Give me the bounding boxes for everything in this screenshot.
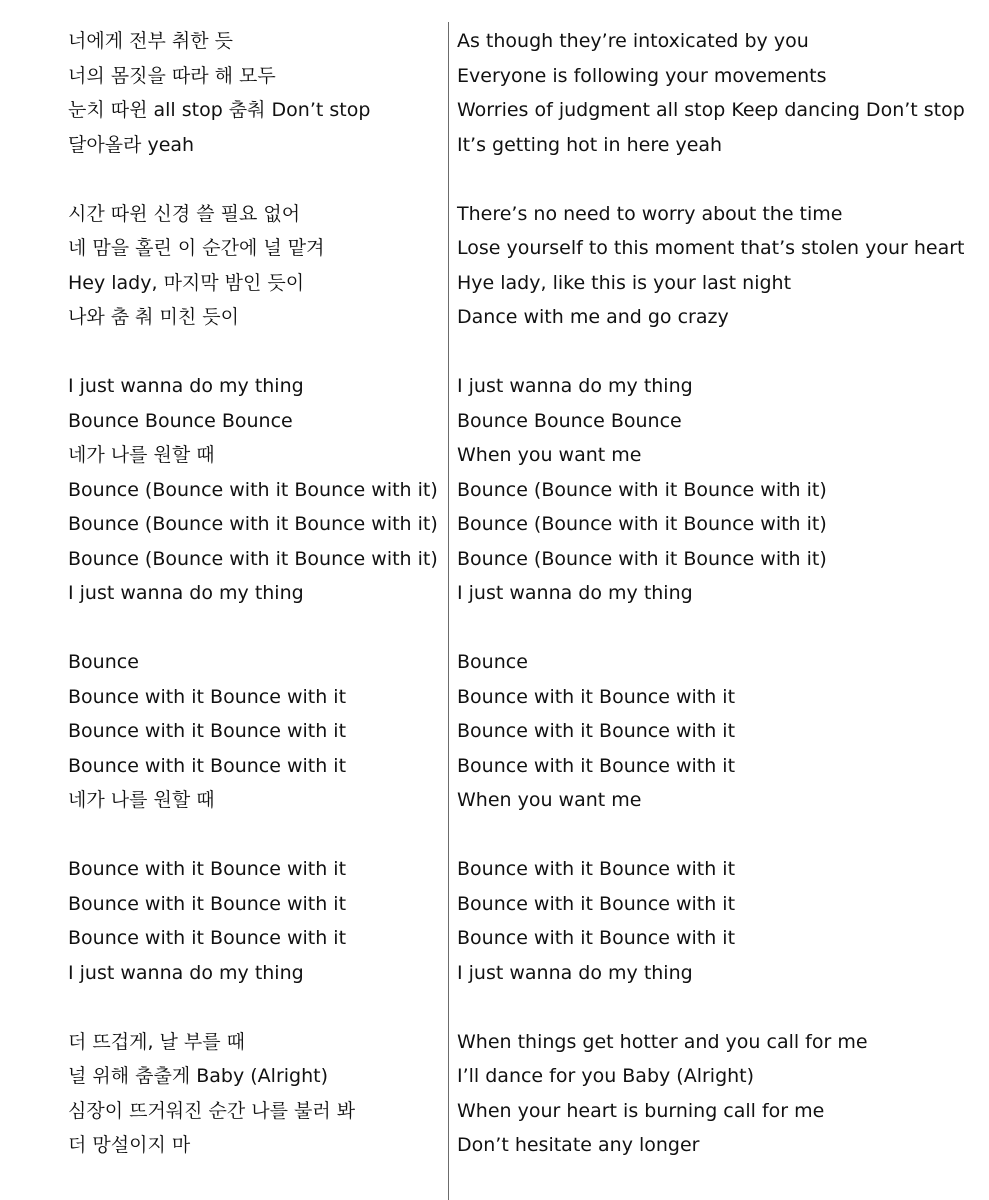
english-lyric-line: When things get hotter and you call for me	[457, 1030, 868, 1053]
english-stanza	[457, 852, 977, 990]
english-lyric-line: Bounce	[457, 651, 528, 673]
english-lyric-line: Don’t hesitate any longer	[457, 1134, 700, 1156]
korean-lyric-line: Bounce with it Bounce with it	[68, 685, 347, 708]
korean-lyrics-column	[68, 24, 438, 1197]
english-lyric-line: I just wanna do my thing	[457, 375, 693, 397]
korean-lyric-line: I just wanna do my thing	[68, 375, 304, 397]
english-lyric-line: Bounce with it Bounce with it	[457, 927, 736, 949]
english-lyric-line: Bounce with it Bounce with it	[457, 892, 736, 915]
korean-stanza	[68, 1025, 438, 1163]
english-lyric-line: It’s getting hot in here yeah	[457, 133, 723, 156]
english-stanza	[457, 197, 977, 335]
english-lyric-line: As though they’re intoxicated by you	[457, 30, 809, 52]
korean-lyric-line: Bounce with it Bounce with it	[68, 720, 347, 742]
korean-lyric-line: 눈치 따윈 all stop 춤춰 Don’t stop	[68, 99, 371, 121]
english-lyric-line: There’s no need to worry about the time	[457, 202, 843, 225]
english-translation-column	[457, 24, 977, 1197]
english-stanza	[457, 24, 977, 162]
column-divider	[448, 22, 449, 1200]
english-lyric-line: I just wanna do my thing	[457, 961, 693, 984]
korean-lyric-line: Bounce (Bounce with it Bounce with it)	[68, 513, 438, 535]
korean-lyric-line: 시간 따윈 신경 쓸 필요 없어	[68, 202, 301, 225]
korean-lyric-line: Bounce	[68, 651, 139, 673]
korean-lyric-line: Hey lady, 마지막 밤인 듯이	[68, 271, 305, 294]
english-lyric-line: When you want me	[457, 444, 642, 466]
english-lyric-line: Bounce with it Bounce with it	[457, 720, 736, 742]
korean-lyric-line: 나와 춤 춰 미친 듯이	[68, 306, 239, 328]
korean-lyric-line: 더 망설이지 마	[68, 1134, 191, 1156]
english-lyric-line: Worries of judgment all stop Keep dancing Don’t stop	[457, 99, 965, 121]
english-lyric-line: Bounce with it Bounce with it	[457, 685, 736, 708]
korean-lyric-line: Bounce with it Bounce with it	[68, 892, 347, 915]
korean-lyric-line: I just wanna do my thing	[68, 582, 304, 604]
english-lyric-line: Dance with me and go crazy	[457, 306, 729, 328]
english-lyric-line: I just wanna do my thing	[457, 582, 693, 604]
korean-lyric-line: 네 맘을 홀린 이 순간에 널 맡겨	[68, 237, 325, 259]
korean-lyric-line: 더 뜨겁게, 날 부를 때	[68, 1030, 246, 1053]
korean-lyric-line: Bounce Bounce Bounce	[68, 409, 293, 432]
english-lyric-line: Bounce (Bounce with it Bounce with it)	[457, 513, 827, 535]
english-lyric-line: I’ll dance for you Baby (Alright)	[457, 1065, 755, 1087]
korean-lyric-line: Bounce (Bounce with it Bounce with it)	[68, 547, 438, 570]
korean-lyric-line: 너에게 전부 취한 듯	[68, 30, 233, 52]
english-stanza	[457, 369, 977, 611]
korean-lyric-line: 네가 나를 원할 때	[68, 789, 215, 811]
english-lyric-line: Bounce (Bounce with it Bounce with it)	[457, 478, 827, 501]
english-lyric-line: Everyone is following your movements	[457, 64, 827, 87]
english-lyric-line: Lose yourself to this moment that’s stolen your heart	[457, 237, 965, 259]
korean-stanza	[68, 369, 438, 611]
english-lyric-line: Bounce Bounce Bounce	[457, 409, 682, 432]
english-lyric-line: Hye lady, like this is your last night	[457, 271, 792, 294]
korean-lyric-line: 너의 몸짓을 따라 해 모두	[68, 64, 276, 87]
english-stanza	[457, 645, 977, 818]
korean-stanza	[68, 197, 438, 335]
english-lyric-line: Bounce with it Bounce with it	[457, 858, 736, 880]
korean-stanza	[68, 645, 438, 818]
english-lyric-line: When you want me	[457, 789, 642, 811]
korean-lyric-line: 달아올라 yeah	[68, 133, 195, 156]
english-lyric-line: When your heart is burning call for me	[457, 1099, 825, 1122]
english-lyric-line: Bounce (Bounce with it Bounce with it)	[457, 547, 827, 570]
korean-lyric-line: I just wanna do my thing	[68, 961, 304, 984]
korean-lyric-line: Bounce with it Bounce with it	[68, 858, 347, 880]
korean-stanza	[68, 852, 438, 990]
english-lyric-line: Bounce with it Bounce with it	[457, 754, 736, 777]
english-stanza	[457, 1025, 977, 1163]
korean-lyric-line: Bounce (Bounce with it Bounce with it)	[68, 478, 438, 501]
korean-lyric-line: 널 위해 춤출게 Baby (Alright)	[68, 1065, 329, 1087]
korean-lyric-line: 심장이 뜨거워진 순간 나를 불러 봐	[68, 1099, 356, 1122]
korean-lyric-line: Bounce with it Bounce with it	[68, 754, 347, 777]
korean-lyric-line: Bounce with it Bounce with it	[68, 927, 347, 949]
korean-stanza	[68, 24, 438, 162]
korean-lyric-line: 네가 나를 원할 때	[68, 444, 215, 466]
